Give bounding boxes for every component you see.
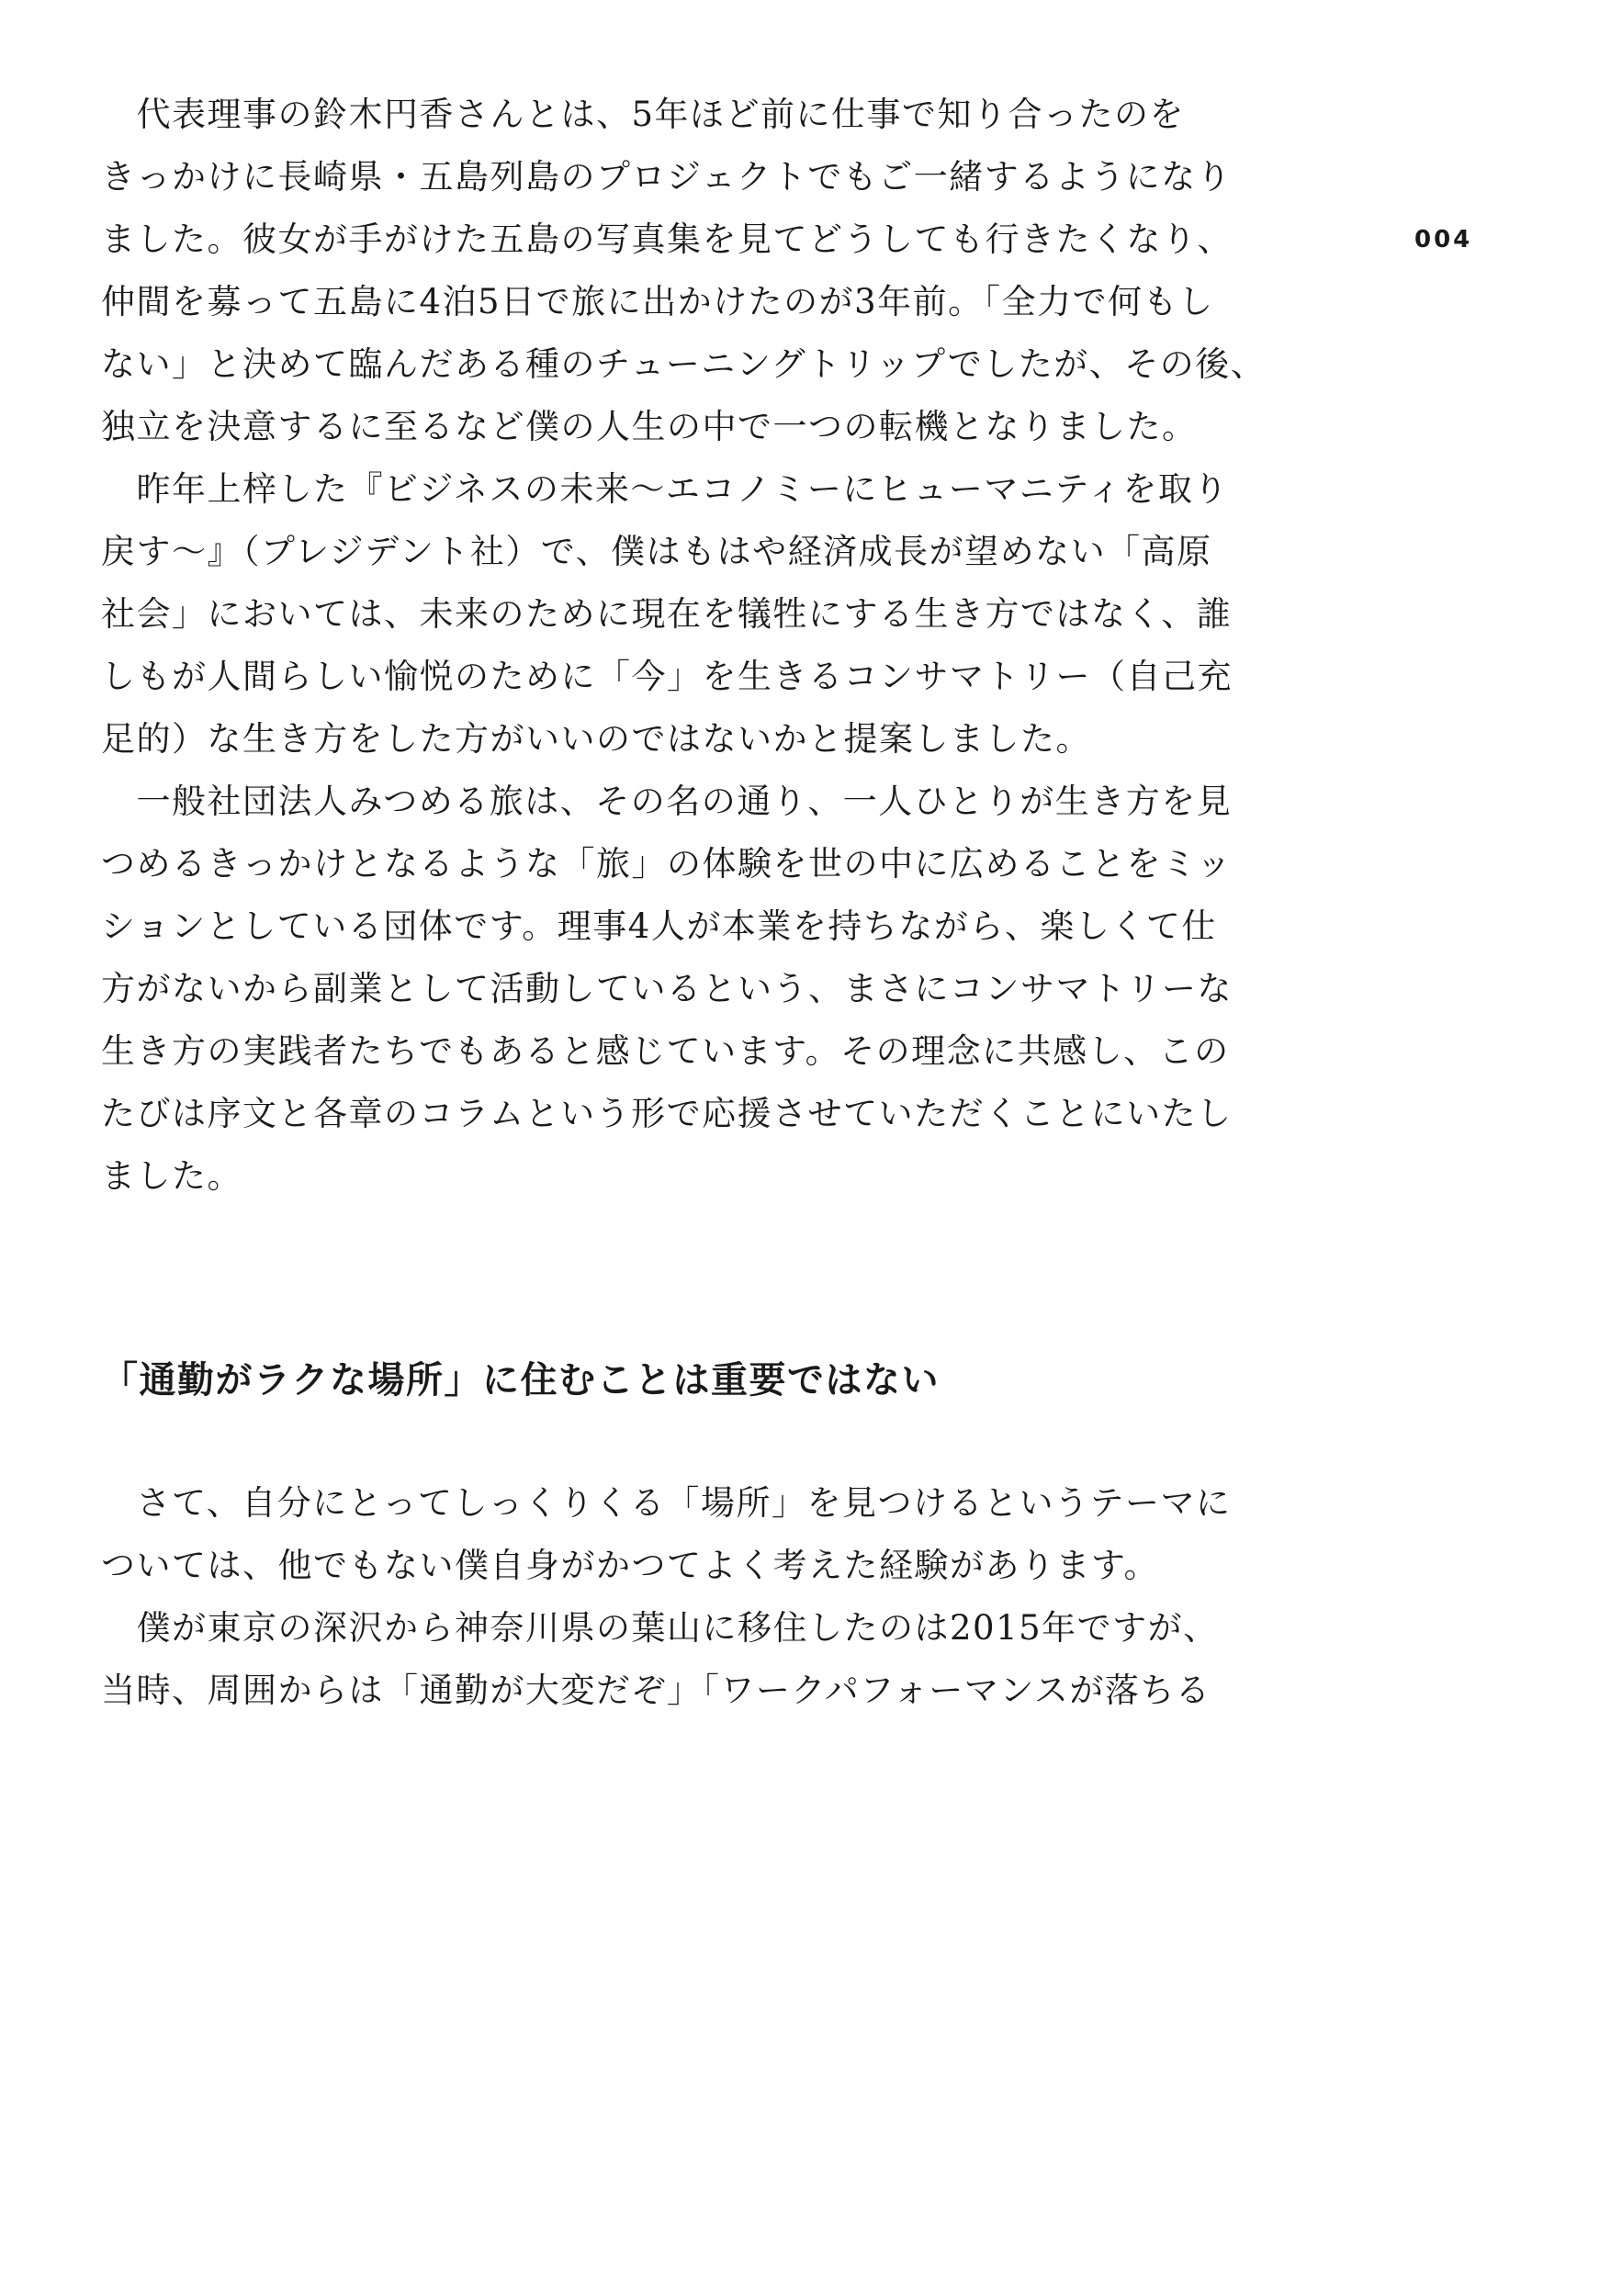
text-line: ない」と決めて臨んだある種のチューニングトリップでしたが、その後、 [101,344,1267,384]
text-line: 方がないから副業として活動しているという、まさにコンサマトリーな [101,969,1233,1008]
text-line: ションとしている団体です。理事4人が本業を持ちながら、楽しくて仕 [101,906,1217,946]
text-line: つめるきっかけとなるような「旅」の体験を世の中に広めることをミッ [101,844,1233,884]
text-line: 戻す〜』（プレジデント社）で、僕はもはや経済成長が望めない「高原 [101,532,1212,571]
text-line: 独立を決意するに至るなど僕の人生の中で一つの転機となりました。 [101,407,1198,446]
text-line: 代表理事の鈴木円香さんとは、5年ほど前に仕事で知り合ったのを [101,95,1186,134]
text-line: 一般社団法人みつめる旅は、その名の通り、一人ひとりが生き方を見 [101,782,1233,821]
text-line: しもが人間らしい愉悦のために「今」を生きるコンサマトリー（自己充 [101,657,1233,696]
text-line: 生き方の実践者たちでもあると感じています。その理念に共感し、この [101,1031,1230,1071]
text-line: たびは序文と各章のコラムという形で応援させていただくことにいたし [101,1094,1233,1133]
text-line: 仲間を募って五島に4泊5日で旅に出かけたのが3年前。「全力で何もし [101,282,1214,321]
text-line: ました。彼女が手がけた五島の写真集を見てどうしても行きたくなり、 [101,219,1233,259]
text-line: ついては、他でもない僕自身がかつてよく考えた経験があります。 [101,1546,1160,1585]
text-line: きっかけに長崎県・五島列島のプロジェクトでもご一緒するようになり [101,157,1233,197]
text-line: さて、自分にとってしっくりくる「場所」を見つけるというテーマに [101,1483,1232,1523]
text-line: 足的）な生き方をした方がいいのではないかと提案しました。 [101,719,1091,759]
text-line: ました。 [101,1156,242,1196]
page-number: 004 [1414,226,1473,253]
section-heading: 「通勤がラクな場所」に住むことは重要ではない [101,1359,940,1401]
text-line: 昨年上梓した『ビジネスの未来〜エコノミーにヒューマニティを取り [101,469,1229,509]
text-line: 社会」においては、未来のために現在を犠牲にする生き方ではなく、誰 [101,594,1233,634]
text-line: 当時、周囲からは「通勤が大変だぞ」「ワークパフォーマンスが落ちる [101,1671,1211,1710]
text-line: 僕が東京の深沢から神奈川県の葉山に移住したのは2015年ですが、 [101,1608,1219,1648]
